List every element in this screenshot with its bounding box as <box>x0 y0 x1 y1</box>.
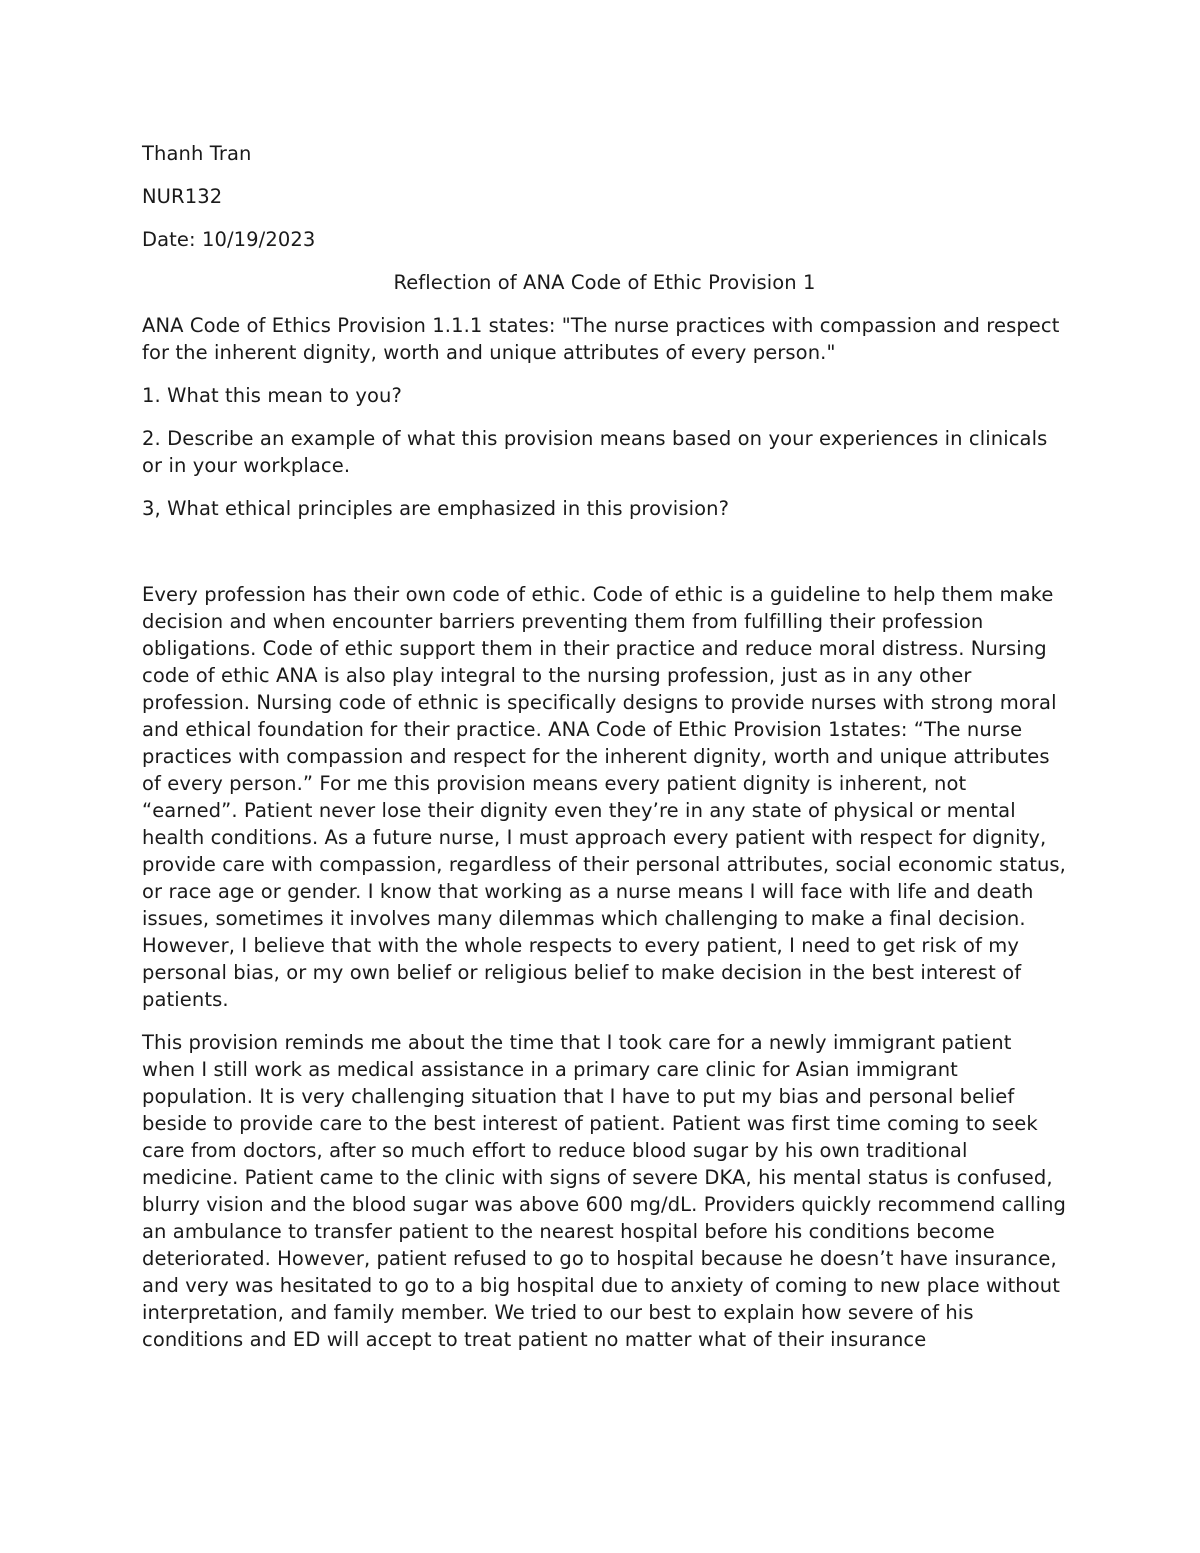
body-paragraph-2: This provision reminds me about the time that I took care for a newly immigrant patient when I still work as medical assistance in a primary care clinic for Asian immigrant population. It is very challenging situation that I have to put my bias and personal belief beside to provide care to the best interest of patient. Patient was first time coming to seek care from doctors, after so much effort to reduce blood sugar by his own traditional medicine. Patient came to the clinic with signs of severe DKA, his mental status is confused, blurry vision and the blood sugar was above 600 mg/dL. Providers quickly recommend calling an ambulance to transfer patient to the nearest hospital before his conditions become deteriorated. However, patient refused to go to hospital because he doesn’t have insurance, and very was hesitated to go to a big hospital due to anxiety of coming to new place without interpretation, and family member. We tried to our best to explain how severe of his conditions and ED will accept to treat patient no matter what of their insurance <box>142 1031 1067 1351</box>
question-1: 1. What this mean to you? <box>142 384 402 407</box>
prompt-intro: ANA Code of Ethics Provision 1.1.1 states: "The nurse practices with compassion and respect for the inherent dignity, worth and unique attributes of every person." <box>142 314 1060 364</box>
document-date: Date: 10/19/2023 <box>142 228 316 251</box>
question-3: 3, What ethical principles are emphasized in this provision? <box>142 497 730 520</box>
body-paragraph-1: Every profession has their own code of ethic. Code of ethic is a guideline to help them make decision and when encounter barriers preventing them from fulfilling their profession obligations. Code of ethic support them in their practice and reduce moral distress. Nursing code of ethic ANA is also play integral to the nursing profession, just as in any other profession. Nursing code of ethnic is specifically designs to provide nurses with strong moral and ethical foundation for their practice. ANA Code of Ethic Provision 1states: “The nurse practices with compassion and respect for the inherent dignity, worth and unique attributes of every person.” For me this provision means every patient dignity is inherent, not “earned”. Patient never lose their dignity even they’re in any state of physical or mental health conditions. As a future nurse, I must approach every patient with respect for dignity, provide care with compassion, regardless of their personal attributes, social economic status, or race age or gender. I know that working as a nurse means I will face with life and death issues, sometimes it involves many dilemmas which challenging to make a final decision. However, I believe that with the whole respects to every patient, I need to get risk of my personal bias, or my own belief or religious belief to make decision in the best interest of patients. <box>142 583 1066 1011</box>
author-name: Thanh Tran <box>142 142 252 165</box>
section-gap <box>142 538 1067 581</box>
document-title: Reflection of ANA Code of Ethic Provision 1 <box>393 271 816 294</box>
course-code: NUR132 <box>142 185 223 208</box>
question-2: 2. Describe an example of what this provision means based on your experiences in clinicals or in your workplace. <box>142 427 1048 477</box>
document-content <box>142 140 1067 1369</box>
